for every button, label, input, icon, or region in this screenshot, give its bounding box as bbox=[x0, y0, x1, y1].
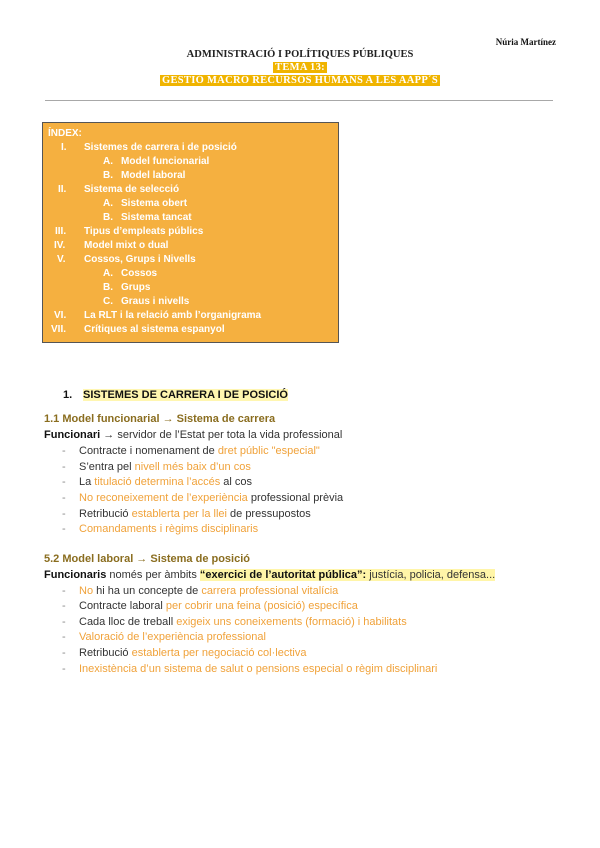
subsection-title-carrera: 1.1 Model funcionarial → Sistema de carrera bbox=[44, 413, 276, 425]
index-item: III. Tipus d’empleats públics bbox=[55, 226, 204, 237]
index-item: I. Sistemes de carrera i de posició bbox=[61, 142, 237, 153]
index-item: A. Sistema obert bbox=[103, 198, 188, 209]
index-item: B. Grups bbox=[103, 282, 151, 293]
list-item: - Comandaments i règims disciplinaris bbox=[62, 523, 259, 535]
author-name: Núria Martínez bbox=[495, 37, 556, 47]
definition-funcionari: Funcionari → servidor de l’Estat per tota la vida professional bbox=[44, 429, 343, 441]
index-item: IV. Model mixt o dual bbox=[54, 240, 169, 251]
topic-title: GESTIÓ MACRO RECURSOS HUMANS A LES AAPP´S bbox=[161, 75, 438, 86]
index-item: A. Model funcionarial bbox=[103, 156, 210, 167]
list-item: - Valoració de l’experiència professional bbox=[62, 631, 266, 643]
list-item: - Retribució establerta per la llei de pressupostos bbox=[62, 508, 311, 520]
course-title: ADMINISTRACIÓ I POLÍTIQUES PÚBLIQUES bbox=[186, 49, 414, 60]
list-item: - S’entra pel nivell més baix d’un cos bbox=[62, 461, 251, 473]
index-box bbox=[42, 122, 339, 343]
document-header bbox=[0, 48, 600, 87]
list-item: - Contracte i nomenament de dret públic "especial" bbox=[62, 445, 320, 457]
index-item: C. Graus i nivells bbox=[103, 296, 190, 307]
list-item: - No reconeixement de l’experiència professional prèvia bbox=[62, 492, 344, 504]
list-item: - La titulació determina l’accés al cos bbox=[62, 476, 253, 488]
index-title: ÍNDEX: bbox=[48, 128, 82, 139]
index-item: VI. La RLT i la relació amb l’organigrama bbox=[54, 310, 262, 321]
subsection-title-posicio: 5.2 Model laboral → Sistema de posició bbox=[44, 553, 251, 565]
index-item: II. Sistema de selecció bbox=[58, 184, 180, 195]
list-item: - No hi ha un concepte de carrera professional vitalícia bbox=[62, 585, 339, 597]
list-item: - Cada lloc de treball exigeix uns coneixements (formació) i habilitats bbox=[62, 616, 407, 628]
header-divider bbox=[45, 100, 553, 101]
index-item: V. Cossos, Grups i Nivells bbox=[57, 254, 196, 265]
list-item: - Inexistència d’un sistema de salut o pensions especial o règim disciplinari bbox=[62, 663, 438, 675]
topic-number: TEMA 13: bbox=[275, 62, 325, 73]
index-item: A. Cossos bbox=[103, 268, 158, 279]
section-title: 1. SISTEMES DE CARRERA I DE POSICIÓ bbox=[63, 389, 288, 401]
index-item: B. Model laboral bbox=[103, 170, 186, 181]
index-item: VII. Crítiques al sistema espanyol bbox=[51, 324, 225, 335]
definition-funcionaris: Funcionaris només per àmbits “exercici de l’autoritat pública”: justícia, policia, defensa... bbox=[44, 569, 496, 581]
list-item: - Retribució establerta per negociació col·lectiva bbox=[62, 647, 307, 659]
index-item: B. Sistema tancat bbox=[103, 212, 192, 223]
list-item: - Contracte laboral per cobrir una feina (posició) específica bbox=[62, 600, 358, 612]
